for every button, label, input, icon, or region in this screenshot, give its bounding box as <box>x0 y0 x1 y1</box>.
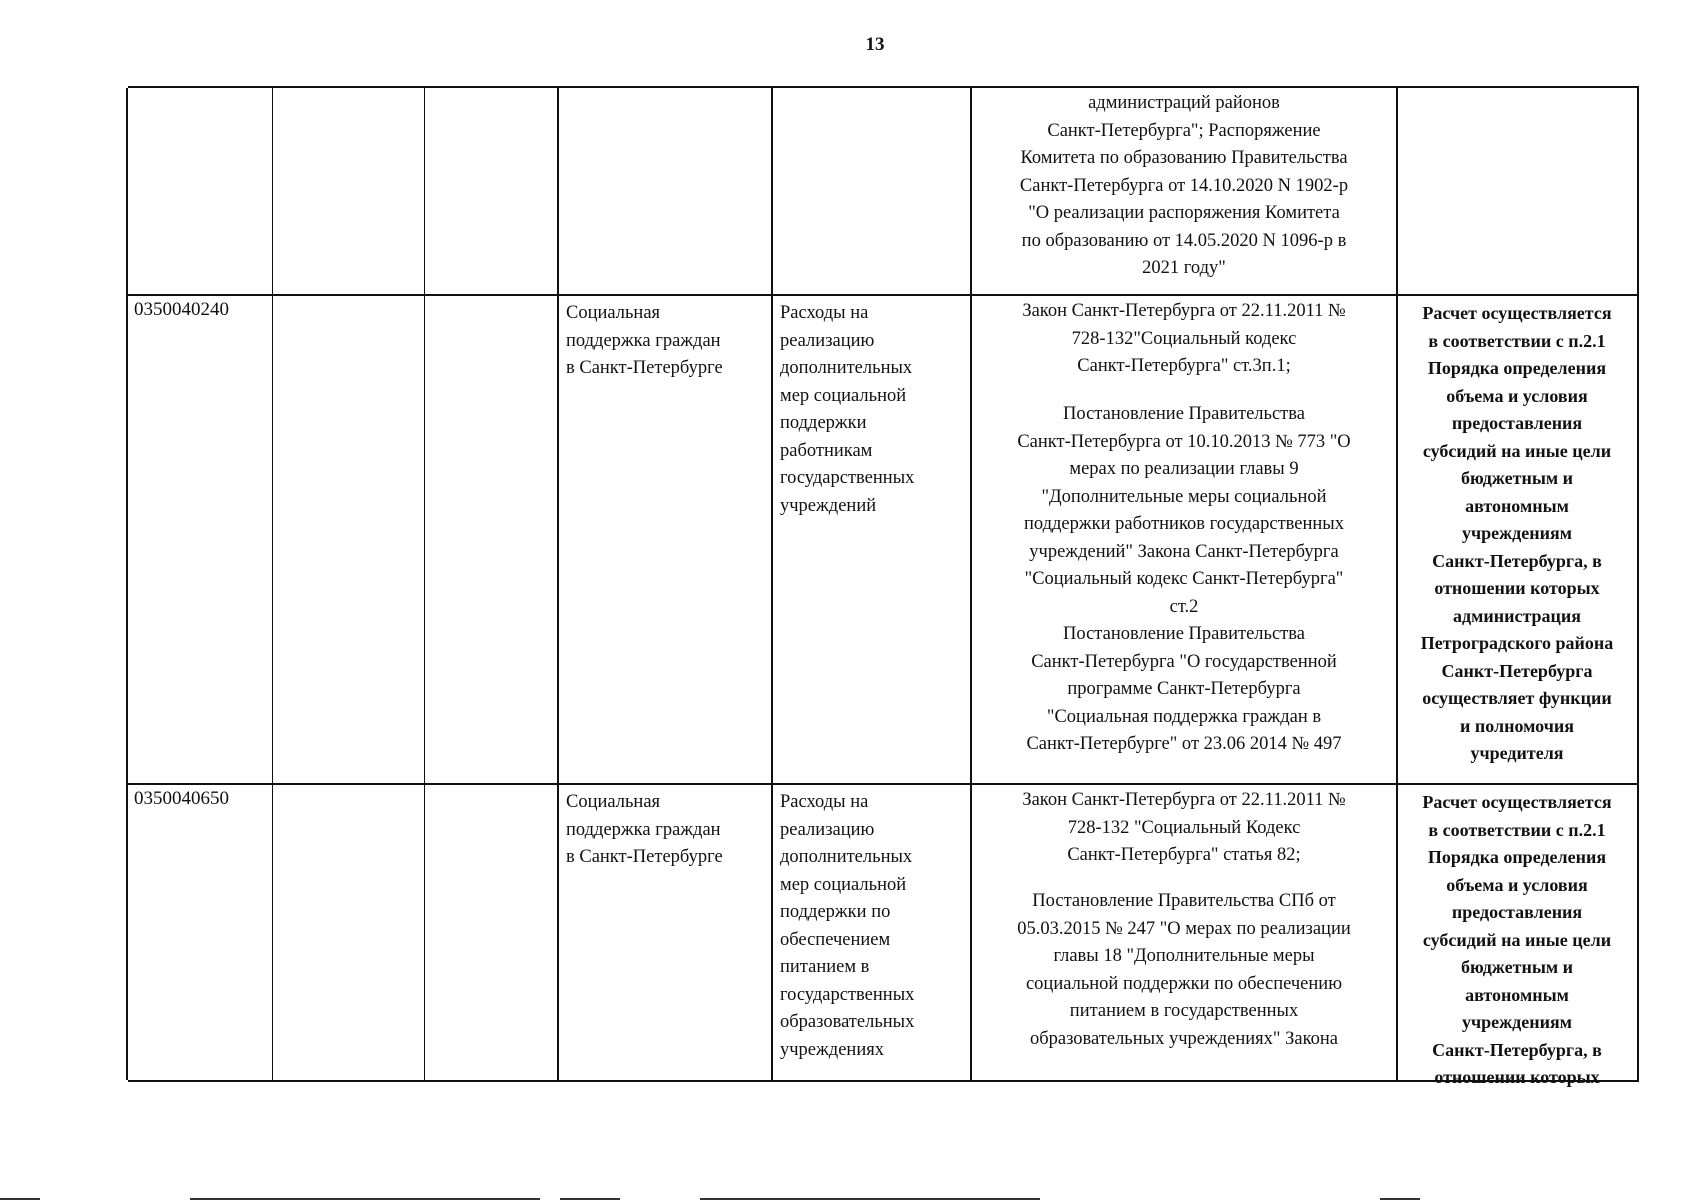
program-cell: Социальная поддержка граждан в Санкт-Петербурге <box>566 792 723 867</box>
table-right-border <box>1637 88 1639 1080</box>
legal-basis-cell: Постановление Правительства Санкт-Петербурга от 10.10.2013 № 773 "О мерах по реализации главы 9 "Дополнительные меры социальной поддержки работников государственных учреждений" Закона Санкт-Петербурга "Социальный кодекс Санкт-Петербурга" ст.2 Постановление Правительства Санкт-Петербурга "О государственной программе Санкт-Петербурга "Социальная поддержка граждан в Санкт-Петербурге" от 23.06 2014 № 497 <box>1017 404 1351 754</box>
table-left-border <box>126 88 128 1080</box>
page-number: 13 <box>865 34 885 55</box>
column-divider <box>1396 88 1398 1080</box>
program-cell: Социальная поддержка граждан в Санкт-Петербурге <box>566 303 723 378</box>
column-divider <box>771 88 773 1080</box>
row-divider <box>128 294 1639 296</box>
column-divider <box>272 88 273 1080</box>
calculation-method-cell: Расчет осуществляется в соответствии с п.2.1 Порядка определения объема и условия предоставления субсидий на иные цели бюджетным и автономным учреждениям Санкт-Петербурга, в отношении которых <box>1422 792 1612 1087</box>
budget-code-cell: 0350040240 <box>134 299 229 320</box>
legal-basis-cell: Закон Санкт-Петербурга от 22.11.2011 № 728-132"Социальный кодекс Санкт-Петербурга" ст.3п.1; <box>1022 301 1346 376</box>
document-table <box>128 86 1639 1087</box>
legal-basis-cell: администраций районов Санкт-Петербурга"; Распоряжение Комитета по образованию Правительства Санкт-Петербурга от 14.10.2020 N 1902-р "О реализации распоряжения Комитета по образованию от 14.05.2020 N 1096-р в 2021 году" <box>1019 93 1349 278</box>
row-divider <box>128 783 1639 785</box>
budget-code-cell: 0350040650 <box>134 788 229 809</box>
legal-basis-cell: Закон Санкт-Петербурга от 22.11.2011 № 728-132 "Социальный Кодекс Санкт-Петербурга" статья 82; <box>1022 790 1346 865</box>
column-divider <box>424 88 425 1080</box>
column-divider <box>557 88 559 1080</box>
expense-cell: Расходы на реализацию дополнительных мер социальной поддержки работникам государственных учреждений <box>780 303 915 516</box>
expense-cell: Расходы на реализацию дополнительных мер социальной поддержки по обеспечением питанием в государственных образовательных учреждениях <box>780 792 915 1060</box>
column-divider <box>970 88 972 1080</box>
calculation-method-cell: Расчет осуществляется в соответствии с п.2.1 Порядка определения объема и условия предоставления субсидий на иные цели бюджетным и автономным учреждениям Санкт-Петербурга, в отношении которых администрация Петроградского района Санкт-Петербурга осуществляет функции и полномочия учредителя <box>1420 303 1614 763</box>
legal-basis-cell: Постановление Правительства СПб от 05.03.2015 № 247 "О мерах по реализации главы 18 "Дополнительные меры социальной поддержки по обеспечению питанием в государственных образовательных учреждениях" Закона <box>1017 891 1351 1049</box>
